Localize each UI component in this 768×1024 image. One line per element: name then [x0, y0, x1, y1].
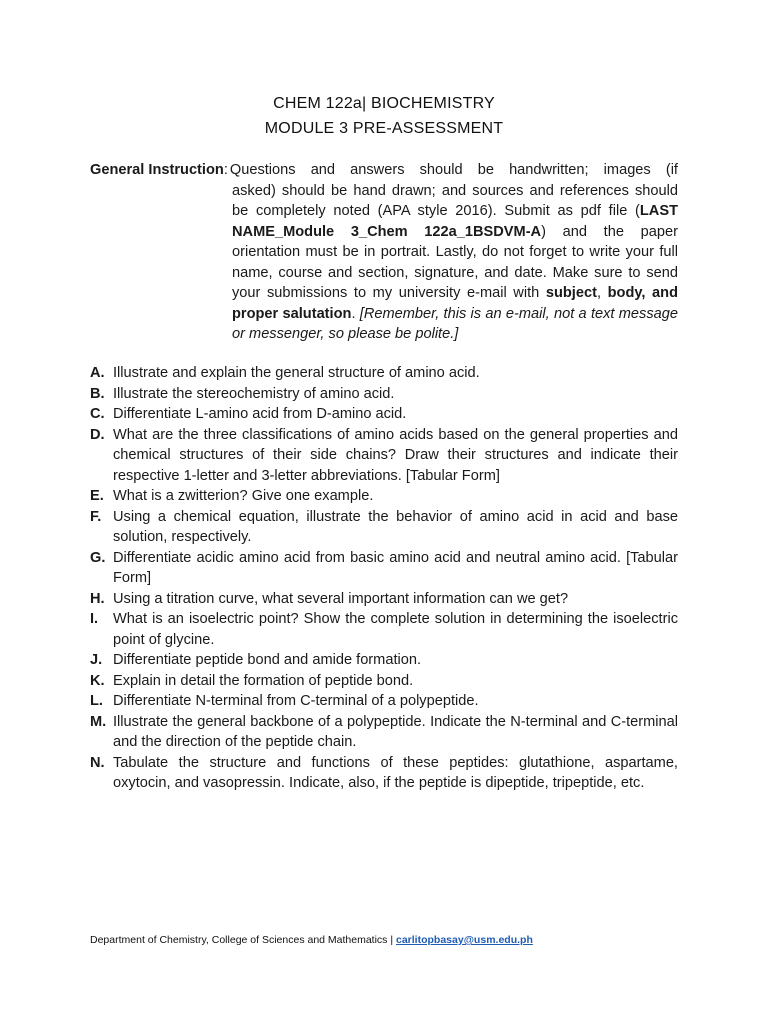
instruction-first-line — [90, 160, 678, 181]
instruction-first-text: Questions and answers should be handwritten; images (if — [229, 162, 678, 178]
question-item: G. Differentiate acidic amino acid from basic amino acid and neutral amino acid. [Tabular Form] — [90, 549, 678, 586]
question-item: A. Illustrate and explain the general structure of amino acid. — [90, 365, 480, 381]
question-item: K. Explain in detail the formation of peptide bond. — [90, 672, 414, 689]
question-item: E. What is a zwitterion? Give one example. — [90, 488, 374, 504]
footer-department: Department of Chemistry, College of Sciences and Mathematics | — [90, 934, 396, 946]
general-instruction — [90, 160, 678, 345]
reminder-note: [Remember, this is an e-mail, not a text message or messenger, so please be polite.] — [232, 305, 678, 342]
question-item: F. Using a chemical equation, illustrate the behavior of amino acid in acid and base solution, respectively. — [90, 508, 678, 545]
question-item: N. Tabulate the structure and functions of these peptides: glutathione, aspartame, oxytocin, and vasopressin. Indicate, also, if the peptide is dipeptide, tripeptide, etc. — [90, 754, 678, 791]
question-list — [90, 363, 678, 794]
question-item: C. Differentiate L-amino acid from D-amino acid. — [90, 406, 407, 422]
question-item: I. What is an isoelectric point? Show the complete solution in determining the isoelectric point of glycine. — [90, 611, 678, 648]
question-item: B. Illustrate the stereochemistry of amino acid. — [90, 385, 395, 402]
file-name-format: LAST NAME_Module 3_Chem 122a_1BSDVM-A — [232, 203, 678, 240]
question-item: L. Differentiate N-terminal from C-terminal of a polypeptide. — [90, 693, 479, 709]
footer-email-link[interactable]: carlitopbasay@usm.edu.ph — [396, 934, 533, 946]
instruction-label: General Instruction: — [90, 162, 228, 178]
question-item: H. Using a titration curve, what several important information can we get? — [90, 590, 569, 607]
question-item: J. Differentiate peptide bond and amide formation. — [90, 652, 422, 668]
question-item: M. Illustrate the general backbone of a polypeptide. Indicate the N-terminal and C-terminal and the direction of the peptide chain. — [90, 713, 678, 750]
question-item: D. What are the three classifications of amino acids based on the general properties and chemical structures of their side chains? Draw their structures and indicate their respective 1-letter and 3-letter abbreviations. [Tabular Form] — [90, 426, 678, 484]
course-title: CHEM 122a| BIOCHEMISTRY — [273, 95, 495, 112]
instruction-body: asked) should be hand drawn; and sources and references should be completely noted (APA style 2016). Submit as pdf file (LAST NAME_Module 3_Chem 122a_1BSDVM-A) and the paper orientation must be in portrait. Lastly, do not forget to write your full name, course and section, signature, and date. Make sure to send your submissions to my university e-mail with subject, body, and proper salutation. [Remember, this is an e-mail, not a text message or messenger, so please be polite.] — [232, 182, 679, 342]
module-title: MODULE 3 PRE-ASSESSMENT — [264, 120, 504, 137]
page-footer — [90, 934, 533, 946]
